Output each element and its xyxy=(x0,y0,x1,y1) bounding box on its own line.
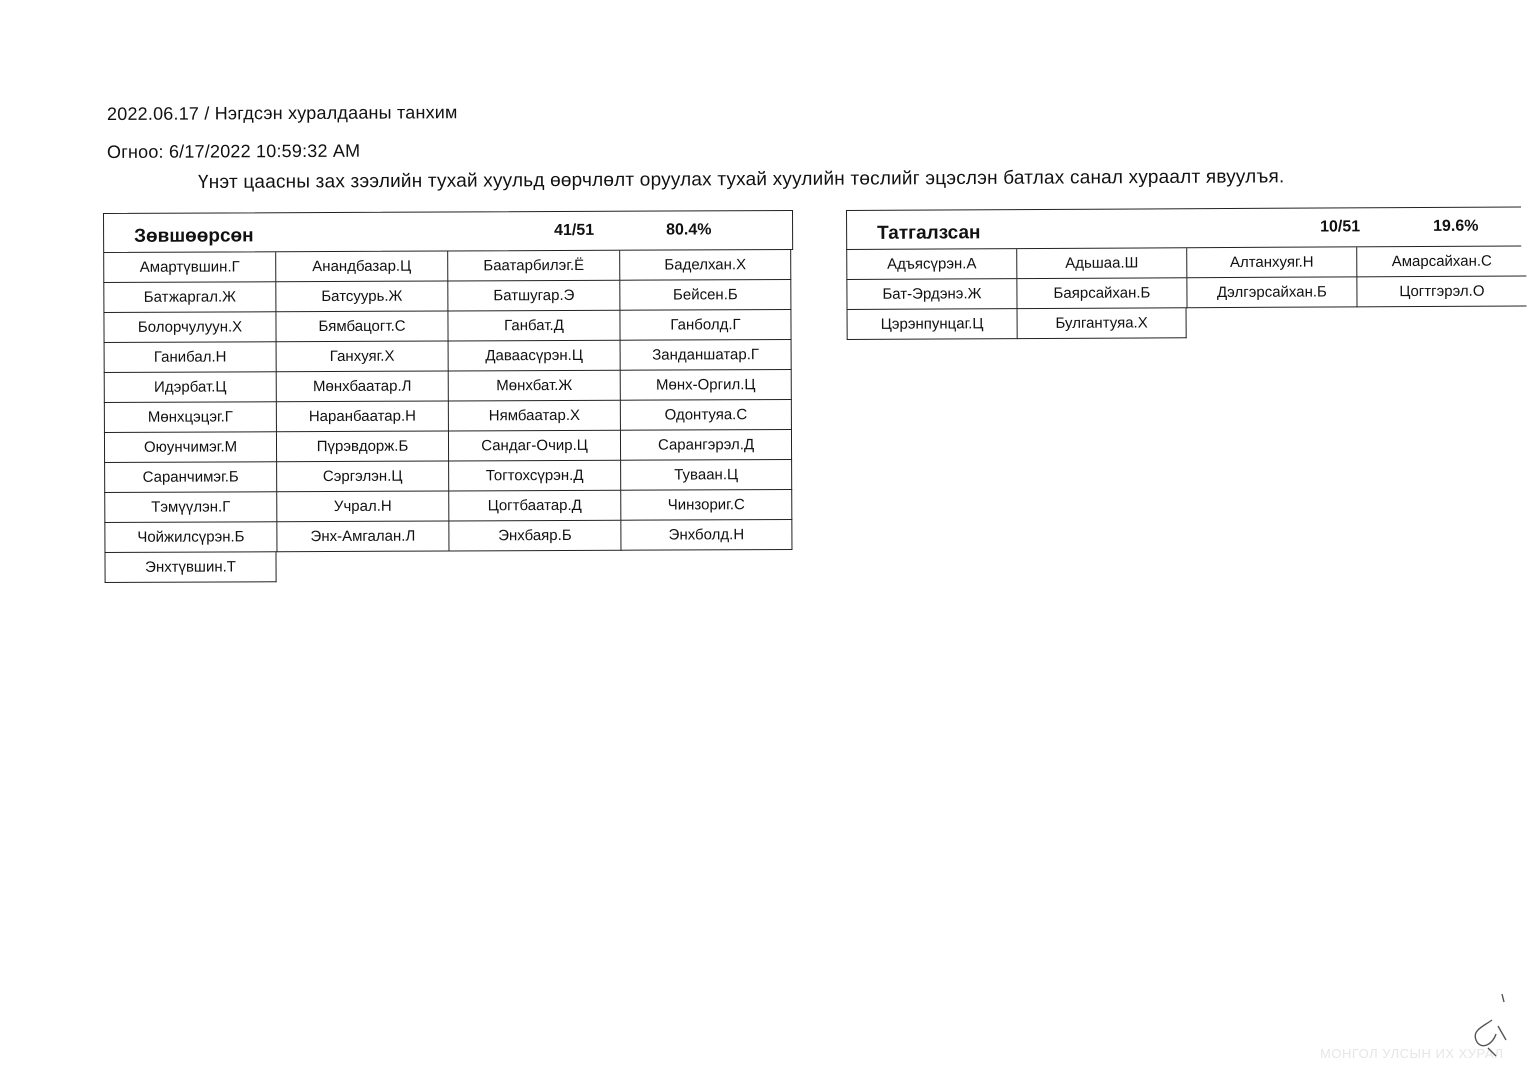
name-cell: Ганибал.Н xyxy=(104,342,276,373)
name-cell: Идэрбат.Ц xyxy=(104,372,276,403)
name-cell: Ганболд.Г xyxy=(619,310,791,341)
name-cell: Бямбацогт.С xyxy=(275,311,447,342)
name-cell: Бейсен.Б xyxy=(619,280,791,311)
motion-text: Үнэт цаасны зах зээлийн тухай хуульд өөрчлөлт оруулах тухай хуулийн төслийг эцэслэн батлах санал хураалт явуулъя. xyxy=(197,166,1285,193)
reject-vote-table xyxy=(846,206,1522,340)
name-cell: Амарсайхан.С xyxy=(1356,246,1526,277)
signature-mark xyxy=(1462,990,1512,1065)
name-cell: Баделхан.Х xyxy=(619,250,791,281)
name-cell: Сарангэрэл.Д xyxy=(620,430,792,461)
name-cell: Занданшатар.Г xyxy=(620,340,792,371)
name-cell: Чинзориг.С xyxy=(620,490,792,521)
name-cell: Адъясүрэн.А xyxy=(846,249,1016,280)
approve-names-grid xyxy=(103,250,794,583)
reject-percent: 19.6% xyxy=(1433,217,1479,235)
name-cell: Энхболд.Н xyxy=(620,520,792,551)
reject-count: 10/51 xyxy=(1320,218,1361,236)
name-cell: Ганбат.Д xyxy=(447,311,619,342)
approve-header xyxy=(103,210,793,253)
name-cell: Саранчимэг.Б xyxy=(104,462,276,493)
approve-title: Зөвшөөрсөн xyxy=(134,225,254,247)
name-cell: Чойжилсүрэн.Б xyxy=(104,522,276,553)
name-cell: Мөнхцэцэг.Г xyxy=(104,402,276,433)
reject-names-grid xyxy=(846,246,1521,340)
name-cell: Энхбаяр.Б xyxy=(448,521,620,552)
name-cell: Дэлгэрсайхан.Б xyxy=(1186,277,1356,308)
name-cell: Энх-Амгалан.Л xyxy=(276,521,448,552)
name-cell: Тогтохсүрэн.Д xyxy=(448,461,620,492)
name-cell: Энхтүвшин.Т xyxy=(104,552,276,583)
name-cell: Нямбаатар.Х xyxy=(448,401,620,432)
name-cell: Сандаг-Очир.Ц xyxy=(448,431,620,462)
name-cell: Цогтгэрэл.О xyxy=(1356,276,1526,307)
name-cell: Наранбаатар.Н xyxy=(276,401,448,432)
name-cell: Цэрэнпунцаг.Ц xyxy=(847,309,1017,340)
approve-vote-table xyxy=(103,210,795,583)
name-cell: Болорчулуун.Х xyxy=(103,312,275,343)
name-cell: Бат-Эрдэнэ.Ж xyxy=(846,279,1016,310)
name-cell: Батжаргал.Ж xyxy=(103,282,275,313)
name-cell: Баярсайхан.Б xyxy=(1016,278,1186,309)
approve-percent: 80.4% xyxy=(666,221,712,239)
name-cell: Пүрэвдорж.Б xyxy=(276,431,448,462)
name-cell: Анандбазар.Ц xyxy=(275,251,447,282)
name-cell: Адьшаа.Ш xyxy=(1016,248,1186,279)
name-cell: Баатарбилэг.Ё xyxy=(447,251,619,282)
reject-header xyxy=(846,206,1521,250)
name-cell: Тэмүүлэн.Г xyxy=(104,492,276,523)
session-date-room: 2022.06.17 / Нэгдсэн хуралдааны танхим xyxy=(106,102,458,124)
name-cell: Цогтбаатар.Д xyxy=(448,491,620,522)
name-cell: Амартүвшин.Г xyxy=(103,252,275,283)
reject-title: Татгалзсан xyxy=(877,222,981,244)
name-cell: Батсуурь.Ж xyxy=(275,281,447,312)
footer-watermark: МОНГОЛ УЛСЫН ИХ ХУРАЛ xyxy=(1320,1046,1504,1061)
name-cell: Учрал.Н xyxy=(276,491,448,522)
name-cell: Алтанхуяг.Н xyxy=(1186,247,1356,278)
vote-timestamp: Огноо: 6/17/2022 10:59:32 AM xyxy=(106,140,361,162)
name-cell: Ганхуяг.Х xyxy=(276,341,448,372)
name-cell: Оюунчимэг.М xyxy=(104,432,276,463)
approve-count: 41/51 xyxy=(554,221,595,240)
name-cell: Мөнхбаатар.Л xyxy=(276,371,448,402)
name-cell: Батшугар.Э xyxy=(447,281,619,312)
name-cell: Сэргэлэн.Ц xyxy=(276,461,448,492)
name-cell: Булгантуяа.Х xyxy=(1017,308,1187,339)
name-cell: Мөнх-Оргил.Ц xyxy=(620,370,792,401)
name-cell: Даваасүрэн.Ц xyxy=(448,341,620,372)
name-cell: Одонтуяа.С xyxy=(620,400,792,431)
name-cell: Мөнхбат.Ж xyxy=(448,371,620,402)
name-cell: Туваан.Ц xyxy=(620,460,792,491)
